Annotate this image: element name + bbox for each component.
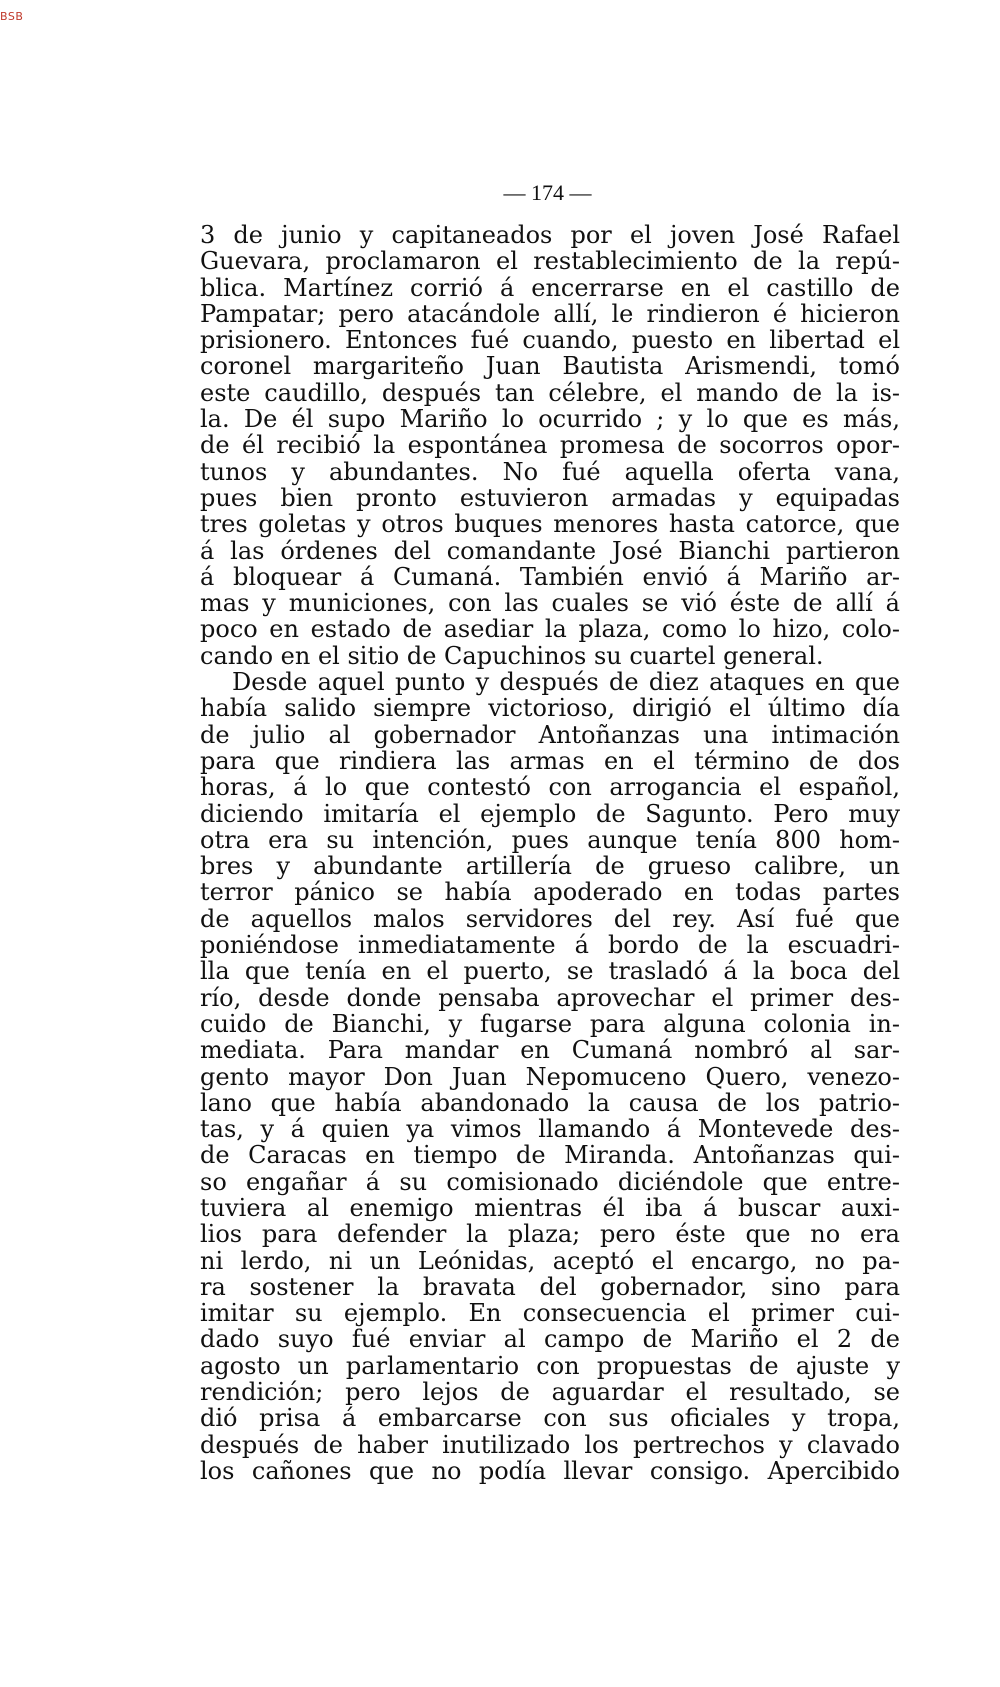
text-line: lano que había abandonado la causa de los patrio-	[200, 1088, 900, 1117]
text-line: cuido de Bianchi, y fugarse para alguna colonia in-	[200, 1009, 900, 1038]
page-number: — 174 —	[503, 180, 592, 205]
text-line: so engañar á su comisionado diciéndole que entre-	[200, 1167, 900, 1196]
text-line: para que rindiera las armas en el término de dos	[200, 746, 900, 775]
text-line: los cañones que no podía llevar consigo. Apercibido	[200, 1456, 900, 1485]
text-line: Desde aquel punto y después de diez ataques en que	[232, 668, 900, 697]
text-line: de aquellos malos servidores del rey. Así fué que	[200, 904, 900, 933]
text-line: después de haber inutilizado los pertrechos y clavado	[200, 1430, 900, 1459]
text-line: prisionero. Entonces fué cuando, puesto en libertad el	[200, 326, 900, 355]
text-line: terror pánico se había apoderado en todas partes	[200, 878, 900, 907]
text-line: de julio al gobernador Antoñanzas una intimación	[200, 720, 900, 749]
text-line: de Caracas en tiempo de Miranda. Antoñanzas qui-	[200, 1141, 900, 1170]
text-line: imitar su ejemplo. En consecuencia el primer cui-	[200, 1299, 900, 1328]
body-text	[200, 222, 900, 1484]
text-line: mediata. Para mandar en Cumaná nombró al sar-	[200, 1036, 900, 1065]
text-line: coronel margariteño Juan Bautista Arismendi, tomó	[200, 352, 900, 381]
text-line: 3 de junio y capitaneados por el joven José Rafael	[200, 221, 900, 249]
text-line: tas, y á quien ya vimos llamando á Montevede des-	[200, 1115, 900, 1144]
text-line: la. De él supo Mariño lo ocurrido ; y lo que es más,	[200, 405, 900, 434]
text-line: bres y abundante artillería de grueso calibre, un	[200, 852, 900, 881]
text-line: ra sostener la bravata del gobernador, sino para	[200, 1272, 900, 1301]
text-line: lios para defender la plaza; pero éste que no era	[200, 1220, 900, 1249]
text-line: mas y municiones, con las cuales se vió éste de allí á	[200, 589, 900, 618]
text-line: pues bien pronto estuvieron armadas y equipadas	[200, 483, 900, 512]
text-line: tuviera al enemigo mientras él iba á buscar auxi-	[200, 1193, 900, 1222]
text-line: lla que tenía en el puerto, se trasladó á la boca del	[200, 957, 900, 986]
text-line: dió prisa á embarcarse con sus oficiales y tropa,	[200, 1404, 900, 1433]
library-stamp: BSB	[0, 10, 24, 23]
text-line: diciendo imitaría el ejemplo de Sagunto. Pero muy	[200, 799, 900, 828]
text-line: Pampatar; pero atacándole allí, le rindieron é hicieron	[200, 299, 900, 328]
text-line: poniéndose inmediatamente á bordo de la escuadri-	[200, 931, 900, 960]
text-line: Guevara, proclamaron el restablecimiento de la repú-	[200, 247, 900, 276]
text-line: gento mayor Don Juan Nepomuceno Quero, venezo-	[200, 1062, 900, 1091]
text-line: tunos y abundantes. No fué aquella oferta vana,	[200, 457, 900, 486]
text-line: ni lerdo, ni un Leónidas, aceptó el encargo, no pa-	[200, 1246, 900, 1275]
text-line: río, desde donde pensaba aprovechar el primer des-	[200, 983, 900, 1012]
text-line: cando en el sitio de Capuchinos su cuartel general.	[200, 641, 824, 670]
text-line: de él recibió la espontánea promesa de socorros opor-	[200, 431, 900, 460]
text-line: á bloquear á Cumaná. También envió á Mariño ar-	[200, 562, 900, 591]
text-line: poco en estado de asediar la plaza, como lo hizo, colo-	[200, 615, 900, 644]
text-line: dado suyo fué enviar al campo de Mariño el 2 de	[200, 1325, 900, 1354]
text-line: horas, á lo que contestó con arrogancia el español,	[200, 773, 900, 802]
text-line: este caudillo, después tan célebre, el mando de la is-	[200, 378, 900, 407]
text-line: tres goletas y otros buques menores hasta catorce, que	[200, 510, 900, 539]
text-line: blica. Martínez corrió á encerrarse en el castillo de	[200, 273, 900, 302]
text-line: había salido siempre victorioso, dirigió el último día	[200, 694, 900, 723]
text-line: otra era su intención, pues aunque tenía 800 hom-	[200, 825, 900, 854]
text-line: agosto un parlamentario con propuestas de ajuste y	[200, 1351, 900, 1380]
text-line: á las órdenes del comandante José Bianchi partieron	[200, 536, 900, 565]
text-line: rendición; pero lejos de aguardar el resultado, se	[200, 1378, 900, 1407]
